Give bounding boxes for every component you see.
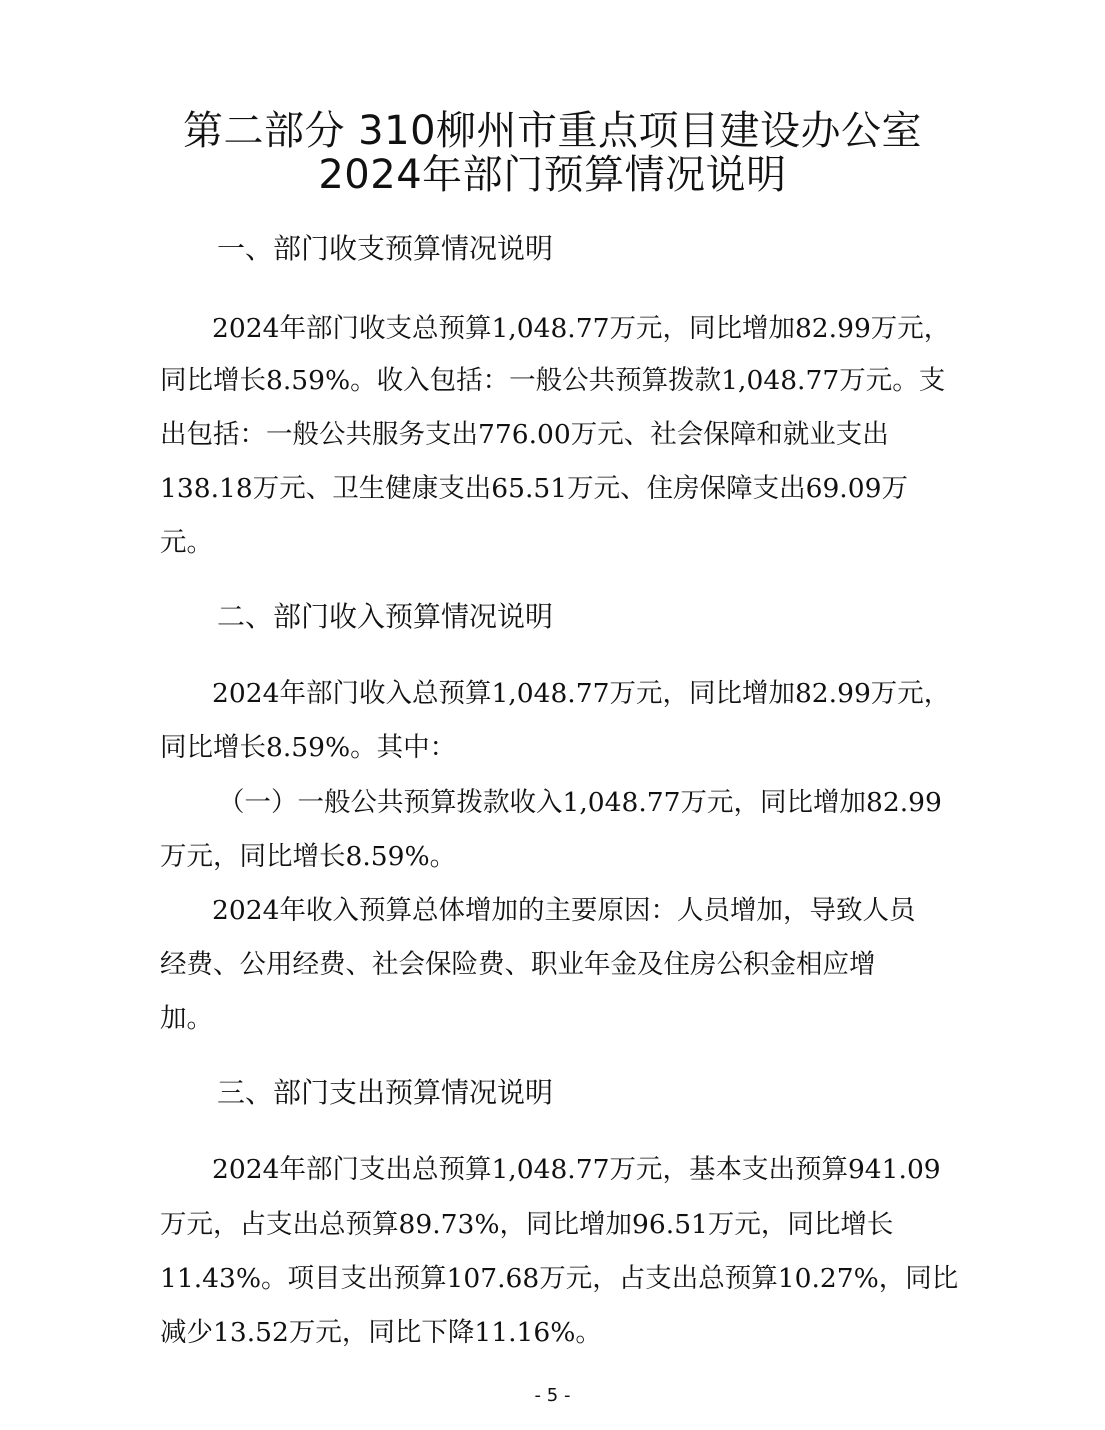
page-number: - 5 - xyxy=(534,1385,571,1406)
section-2-paragraph-line: 2024年收入预算总体增加的主要原因：人员增加，导致人员 xyxy=(212,895,916,926)
section-2-paragraph-line: 同比增长8.59%。其中： xyxy=(160,732,457,763)
section-1-paragraph-line: 出包括：一般公共服务支出776.00万元、社会保障和就业支出 xyxy=(160,419,889,450)
section-3-heading: 三、部门支出预算情况说明 xyxy=(217,1076,554,1109)
section-2-paragraph-line: （一）一般公共预算拨款收入1,048.77万元，同比增加82.99 xyxy=(218,787,942,818)
section-1-paragraph-line: 同比增长8.59%。收入包括：一般公共预算拨款1,048.77万元。支 xyxy=(160,365,946,396)
section-2-paragraph-line: 经费、公用经费、社会保险费、职业年金及住房公积金相应增 xyxy=(160,949,876,980)
section-2-heading: 二、部门收入预算情况说明 xyxy=(217,600,554,633)
section-1-heading: 一、部门收支预算情况说明 xyxy=(217,232,554,265)
section-3-paragraph-line: 11.43%。项目支出预算107.68万元，占支出总预算10.27%，同比 xyxy=(160,1263,959,1294)
section-1-paragraph-line: 138.18万元、卫生健康支出65.51万元、住房保障支出69.09万 xyxy=(160,473,908,504)
section-2-paragraph-line: 2024年部门收入总预算1,048.77万元，同比增加82.99万元， xyxy=(212,678,951,709)
document-title-line-2: 2024年部门预算情况说明 xyxy=(318,152,787,198)
section-2-paragraph-line: 万元，同比增长8.59%。 xyxy=(160,841,457,872)
section-3-paragraph-line: 减少13.52万元，同比下降11.16%。 xyxy=(160,1317,602,1348)
section-3-paragraph-line: 万元，占支出总预算89.73%，同比增加96.51万元，同比增长 xyxy=(160,1209,894,1240)
section-3-paragraph-line: 2024年部门支出总预算1,048.77万元，基本支出预算941.09 xyxy=(212,1154,941,1185)
document-title-line-1: 第二部分 310柳州市重点项目建设办公室 xyxy=(182,108,923,154)
section-1-paragraph-line: 2024年部门收支总预算1,048.77万元，同比增加82.99万元， xyxy=(212,313,951,344)
section-1-paragraph-line: 元。 xyxy=(160,527,213,558)
section-2-paragraph-line: 加。 xyxy=(160,1003,213,1034)
